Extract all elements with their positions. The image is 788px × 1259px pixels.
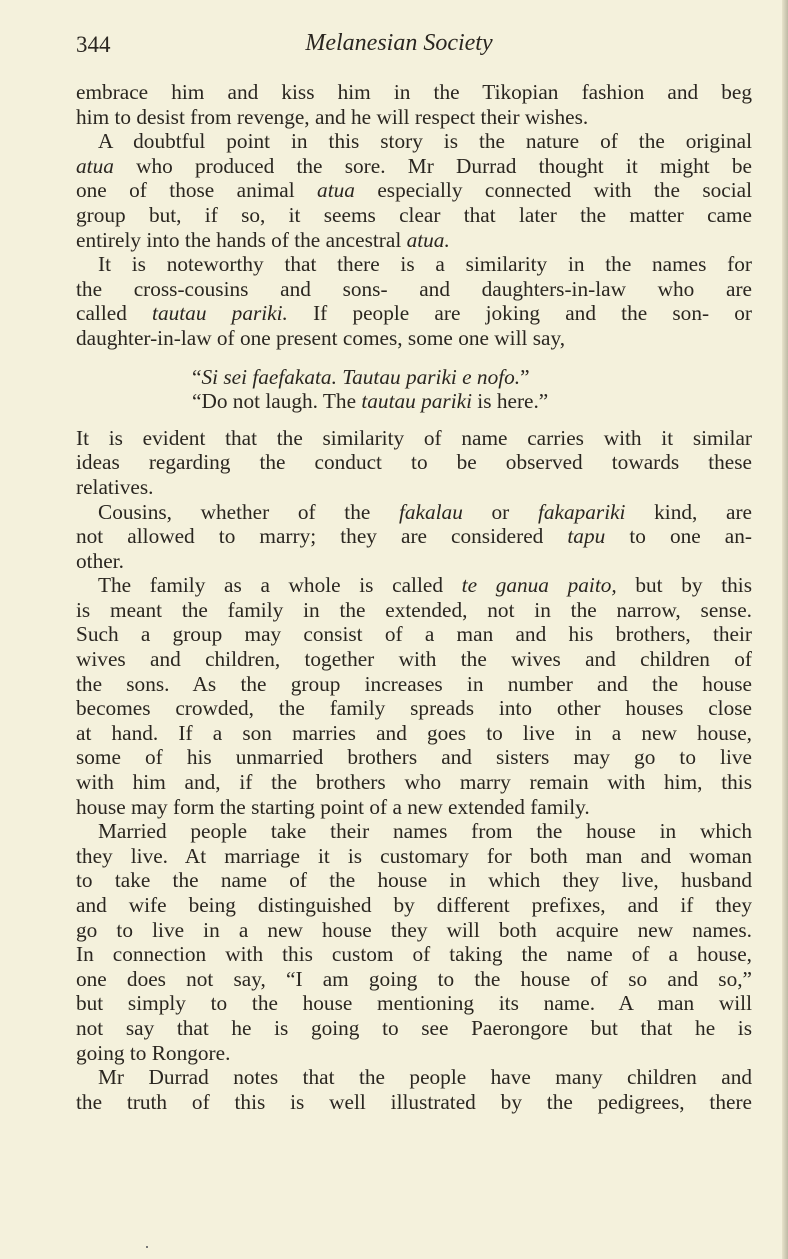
- text-line: [76, 770, 752, 795]
- text-run: who produced the sore. Mr Durrad thought it might be: [113, 153, 752, 178]
- text-line: [76, 893, 752, 918]
- text-run: especially connected with the social: [354, 178, 752, 203]
- text-line: [76, 1016, 752, 1041]
- text-line: [76, 326, 752, 351]
- text-run: Mr Durrad notes that the people have many children and: [98, 1065, 752, 1090]
- text-line: [76, 745, 752, 770]
- text-run: kind, are: [625, 499, 752, 524]
- text-line: [76, 228, 752, 253]
- italic-term: te ganua paito,: [461, 573, 617, 598]
- running-title: Melanesian Society: [305, 30, 493, 56]
- text-run: some of his unmarried brothers and sisters may go to live: [76, 745, 752, 770]
- text-line: [76, 1090, 752, 1115]
- text-line: [76, 844, 752, 869]
- text-line: [76, 365, 752, 390]
- text-line: [76, 524, 752, 549]
- italic-term: fakalau: [398, 499, 463, 524]
- text-line: [76, 426, 752, 451]
- body-text: [76, 80, 752, 1114]
- text-run: called: [76, 301, 153, 326]
- text-line: [76, 129, 752, 154]
- page-number: 344: [76, 32, 111, 57]
- text-run: to one an-: [605, 524, 752, 549]
- text-run: “: [192, 364, 202, 389]
- text-run: embrace him and kiss him in the Tikopian fashion and beg: [76, 80, 752, 104]
- text-run: other.: [76, 548, 124, 573]
- text-line: [76, 549, 752, 574]
- italic-term: atua.: [406, 227, 450, 252]
- text-line: [76, 450, 752, 475]
- text-line: [76, 622, 752, 647]
- scan-speck: [146, 1246, 148, 1248]
- text-run: with him and, if the brothers who marry remain with him, this: [76, 770, 752, 795]
- text-run: one does not say, “I am going to the house of so and so,”: [76, 966, 752, 991]
- block-quote: [76, 365, 752, 414]
- page-edge-shadow: [782, 0, 788, 1259]
- text-line: [76, 154, 752, 179]
- text-run: Married people take their names from the house in which: [98, 819, 752, 844]
- text-line: [76, 819, 752, 844]
- text-run: but simply to the house mentioning its name. A man will: [76, 991, 752, 1016]
- text-run: or: [462, 499, 538, 524]
- text-run: the sons. As the group increases in number and the house: [76, 671, 752, 696]
- text-run: the cross-cousins and sons- and daughters-in-law who are: [76, 276, 752, 301]
- text-run: Cousins, whether of the: [98, 499, 399, 524]
- text-line: [76, 80, 752, 105]
- text-line: [76, 672, 752, 697]
- paragraph: [76, 252, 752, 350]
- text-line: [76, 500, 752, 525]
- paragraph: [76, 819, 752, 1065]
- text-line: [76, 795, 752, 820]
- text-run: If people are joking and the son- or: [287, 301, 753, 326]
- paragraph: [76, 500, 752, 574]
- italic-term: tautau pariki: [361, 389, 472, 414]
- text-run: at hand. If a son marries and goes to live in a new house,: [76, 720, 752, 745]
- text-run: and wife being distinguished by different prefixes, and if they: [76, 893, 752, 917]
- text-run: ideas regarding the conduct to be observed towards these: [76, 450, 752, 475]
- text-run: house may form the starting point of a new extended family.: [76, 794, 590, 819]
- text-run: ”: [520, 364, 530, 389]
- text-line: [76, 967, 752, 992]
- text-run: is here.”: [471, 389, 549, 414]
- text-run: Such a group may consist of a man and his brothers, their: [76, 622, 752, 647]
- text-line: [76, 389, 752, 414]
- text-line: [76, 203, 752, 228]
- text-line: [76, 105, 752, 130]
- text-run: to take the name of the house in which they live, husband: [76, 868, 752, 893]
- text-line: [76, 696, 752, 721]
- paragraph: [76, 573, 752, 819]
- text-run: relatives.: [76, 474, 154, 499]
- text-run: entirely into the hands of the ancestral: [76, 227, 407, 252]
- text-run: going to Rongore.: [76, 1040, 231, 1065]
- text-run: It is noteworthy that there is a similarity in the names for: [98, 252, 752, 277]
- paragraph: [76, 426, 752, 500]
- italic-term: atua: [76, 153, 114, 178]
- text-line: [76, 178, 752, 203]
- text-line: [76, 721, 752, 746]
- text-run: “Do not laugh. The: [192, 389, 362, 414]
- italic-term: fakapariki: [537, 499, 626, 524]
- paragraph: [76, 80, 752, 129]
- text-run: they live. At marriage it is customary for both man and woman: [76, 843, 752, 868]
- text-run: one of those animal: [76, 178, 318, 203]
- text-line: [76, 598, 752, 623]
- text-run: A doubtful point in this story is the nature of the original: [98, 129, 752, 154]
- paragraph: [76, 1065, 752, 1114]
- text-run: him to desist from revenge, and he will respect their wishes.: [76, 104, 589, 129]
- text-run: becomes crowded, the family spreads into other houses close: [76, 696, 752, 721]
- text-line: [76, 252, 752, 277]
- text-line: [76, 918, 752, 943]
- text-line: [76, 301, 752, 326]
- text-line: [76, 942, 752, 967]
- text-run: wives and children, together with the wives and children of: [76, 647, 752, 672]
- text-line: [76, 573, 752, 598]
- text-run: group but, if so, it seems clear that later the matter came: [76, 202, 752, 227]
- italic-term: atua: [317, 178, 355, 203]
- italic-term: tapu: [567, 524, 606, 549]
- italic-term: tautau pariki.: [152, 301, 288, 326]
- text-run: is meant the family in the extended, not in the narrow, sense.: [76, 597, 752, 622]
- text-line: [76, 868, 752, 893]
- text-line: [76, 991, 752, 1016]
- text-run: not say that he is going to see Paerongore but that he is: [76, 1015, 752, 1040]
- text-run: not allowed to marry; they are considered: [76, 524, 568, 549]
- text-run: In connection with this custom of taking the name of a house,: [76, 942, 752, 967]
- text-run: daughter-in-law of one present comes, some one will say,: [76, 325, 566, 350]
- text-line: [76, 475, 752, 500]
- text-run: but by this: [616, 573, 752, 598]
- text-line: [76, 1041, 752, 1066]
- text-run: The family as a whole is called: [98, 573, 462, 598]
- paragraph: [76, 129, 752, 252]
- text-line: [76, 277, 752, 302]
- text-run: go to live in a new house they will both acquire new names.: [76, 917, 752, 942]
- text-line: [76, 1065, 752, 1090]
- italic-term: Si sei faefakata. Tautau pariki e nofo.: [201, 364, 521, 389]
- text-line: [76, 647, 752, 672]
- text-run: the truth of this is well illustrated by the pedigrees, there: [76, 1089, 752, 1114]
- text-run: It is evident that the similarity of name carries with it similar: [76, 425, 752, 450]
